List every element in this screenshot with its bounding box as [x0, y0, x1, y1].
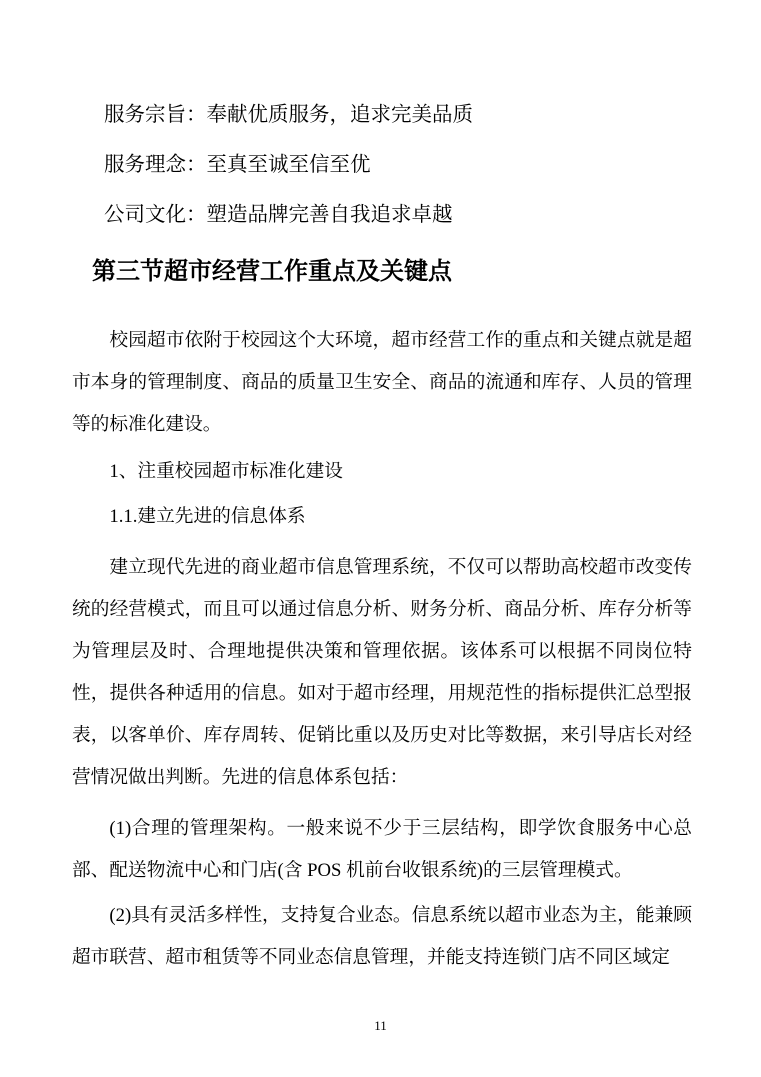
paragraph-overview: 校园超市依附于校园这个大环境，超市经营工作的重点和关键点就是超市本身的管理制度、商品的质量卫生安全、商品的流通和库存、人员的管理等的标准化建设。: [72, 330, 692, 435]
company-culture-line: 公司文化：塑造品牌完善自我追求卓越: [104, 204, 453, 226]
service-philosophy-line: 服务理念：至真至诚至信至优: [104, 154, 371, 176]
list-heading-1: 1、注重校园超市标准化建设: [109, 461, 343, 482]
section-heading: 第三节超市经营工作重点及关键点: [92, 259, 452, 285]
list-subheading-1-1: 1.1.建立先进的信息体系: [109, 506, 306, 527]
service-motto-line: 服务宗旨：奉献优质服务，追求完美品质: [104, 104, 473, 126]
paragraph-information-system: 建立现代先进的商业超市信息管理系统，不仅可以帮助高校超市改变传统的经营模式，而且可以通过信息分析、财务分析、商品分析、库存分析等为管理层及时、合理地提供决策和管理依据。该体系可以根据不同岗位特性，提供各种适用的信息。如对于超市经理，用规范性的指标提供汇总型报表，以客单价、库存周转、促销比重以及历史对比等数据，来引导店长对经营情况做出判断。先进的信息体系包括：: [72, 557, 692, 788]
paragraph-point-1: (1)合理的管理架构。一般来说不少于三层结构，即学饮食服务中心总部、配送物流中心和门店(含 POS 机前台收银系统)的三层管理模式。: [72, 818, 692, 881]
page-number: 11: [374, 1018, 387, 1033]
paragraph-point-2: (2)具有灵活多样性，支持复合业态。信息系统以超市业态为主，能兼顾超市联营、超市租赁等不同业态信息管理，并能支持连锁门店不同区域定: [72, 905, 692, 968]
